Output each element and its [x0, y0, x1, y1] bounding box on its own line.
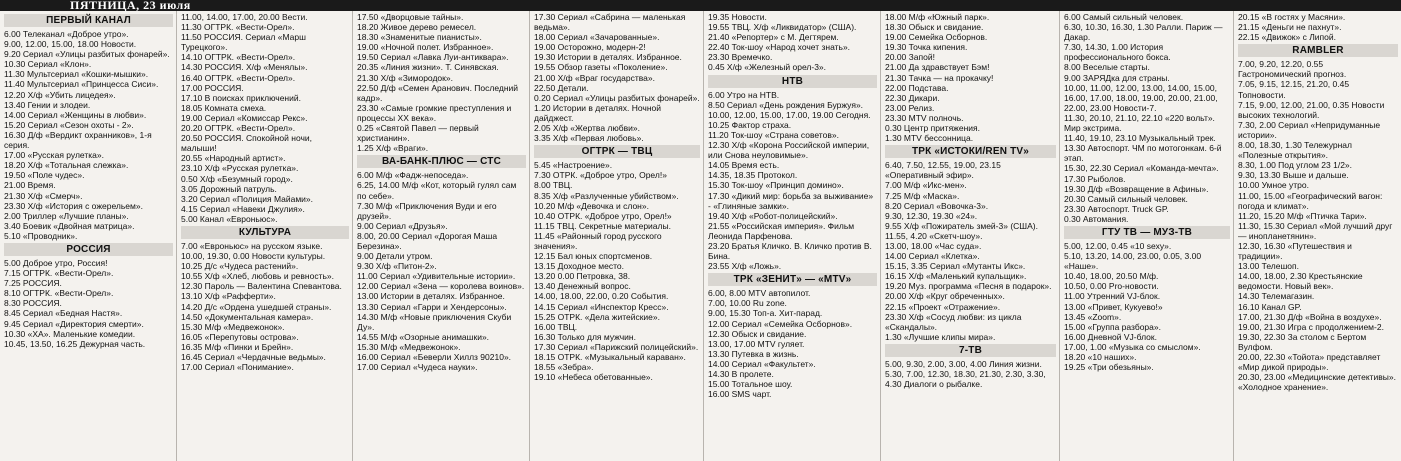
program-listing: 10.00, 19.30, 0.00 Новости культуры.	[181, 251, 326, 262]
program-listing: 15.15, 3.35 Сериал «Мутанты Икс».	[885, 261, 1026, 272]
program-listing: 14.30 РОССИЯ. Х/ф «Менялы».	[181, 62, 308, 73]
program-column	[353, 11, 530, 461]
program-listing: 11.00 Утренний VJ-блок.	[1064, 291, 1161, 302]
program-listing: 14.00 Сериал «Клетка».	[885, 251, 980, 262]
program-listing: 6.40, 7.50, 12.55, 19.00, 23.15 «Оперативный эфир».	[885, 160, 1001, 181]
program-listing: 9.30, 13.30 Выше и дальше.	[1238, 170, 1349, 181]
program-listing: 15.30 Ток-шоу «Принцип домино».	[708, 180, 844, 191]
program-listing: 10.30 Сериал «Клон».	[4, 59, 92, 70]
program-listing: 17.10 В поисках приключений.	[181, 92, 301, 103]
program-listing: 0.30 Центр притяжения.	[885, 123, 980, 134]
program-listing: 12.30, 16.30 «Путешествия и традиции».	[1238, 240, 1352, 262]
program-listing: 13.15 Доходное место.	[534, 261, 624, 272]
program-listing: 16.40 ОГТРК. «Вести-Орел».	[181, 72, 296, 83]
program-column	[530, 11, 704, 461]
program-listing: 23.55 Х/ф «Ложь».	[708, 261, 782, 272]
program-listing: 21.55 «Российская империя». Фильм Леонида Парфенова.	[708, 220, 855, 241]
program-listing: 23.30 Автоспорт. Truck GP.	[1064, 203, 1169, 214]
program-listing: 11.40 Мультсериал «Принцесса Сиси».	[4, 79, 159, 90]
program-listing: 8.00, 20.00 Сериал «Дорогая Маша Березина».	[357, 230, 498, 251]
program-listing: 10.25 Д/с «Чудеса растений».	[181, 261, 299, 272]
program-listing: 8.50 Сериал «День рождения Буржуя».	[708, 99, 864, 110]
program-listing: 15.20 Сериал «Сезон охоты - 2».	[4, 119, 134, 130]
program-listing: 11.15 ТВЦ. Секретные материалы.	[534, 220, 671, 231]
program-listing: 11.30 Мультсериал «Кошки-мышки».	[4, 69, 149, 80]
program-listing: 3.05 Дорожный патруль.	[181, 183, 277, 194]
program-listing: 21.15 «Деньги не пахнут».	[1238, 22, 1342, 33]
channel-header: RAMBLER	[1238, 44, 1398, 57]
program-listing: 14.00 Сериал «Факультет».	[708, 358, 816, 369]
program-listing: 9.00, 12.00, 15.00, 18.00 Новости.	[4, 39, 137, 50]
program-listing: 15.30 М/ф «Медвежонок».	[181, 321, 285, 332]
program-listing: 19.30 Точка кипения.	[885, 42, 968, 53]
program-listing: 20.30 Самый сильный человек.	[1064, 193, 1188, 204]
program-listing: 4.15 Сериал «Навеки Джулия».	[181, 203, 305, 214]
program-listing: 6.00 М/ф «Фадж-непоседа».	[357, 170, 469, 181]
program-listing: 5.00 Доброе утро, Россия!	[4, 257, 108, 268]
program-listing: 17.30 Сериал «Сабрина — маленькая ведьма».	[534, 12, 686, 33]
program-listing: 21.30 Тачка — на прокачку!	[885, 72, 994, 83]
program-listing: 19.30 Истории в деталях. Избранное.	[534, 52, 682, 63]
program-listing: 7.30, 2.00 Сериал «Непридуманные истории».	[1238, 119, 1381, 140]
program-listing: 5.00, 12.00, 0.45 «10 sexy».	[1064, 240, 1172, 251]
program-listing: 7.30, 14.30, 1.00 История профессионального бокса.	[1064, 42, 1171, 63]
program-listing: 7.00 М/ф «Икс-мен».	[885, 180, 967, 191]
program-listing: 12.15 Бал юных спортсменов.	[534, 251, 653, 262]
program-listing: 23.30 Времечко.	[708, 52, 773, 63]
program-listing: 17.00 «Русская рулетка».	[4, 150, 104, 161]
program-listing: 21.40 «Репортер» с М. Дегтярем.	[708, 32, 839, 43]
program-listing: 6.00 Самый сильный человек.	[1064, 12, 1184, 22]
program-listing: 17.30 Сериал «Парижский полицейский».	[534, 341, 699, 352]
program-listing: 22.15 «Движок» с Липой.	[1238, 32, 1336, 43]
program-listing: 7.30 М/ф «Приключения Вуди и его друзей».	[357, 200, 497, 221]
program-listing: 20.00, 22.30 «Тойота» представляет «Мир дикой природы».	[1238, 352, 1381, 373]
program-listing: 7.30 ОТРК. «Доброе утро, Орел!»	[534, 170, 667, 181]
program-listing: 6.00, 8.00 MTV автопилот.	[708, 288, 811, 299]
program-listing: 7.00, 9.20, 12.20, 0.55 Гастрономический прогноз.	[1238, 59, 1347, 80]
program-listing: 19.00 «Ночной полет. Избранное».	[357, 42, 494, 53]
program-column	[704, 11, 881, 461]
program-listing: 16.10 Канал GP.	[1238, 301, 1302, 312]
program-listing: 11.40, 19.10, 23.10 Музыкальный трек.	[1064, 133, 1216, 144]
program-listing: 14.35, 18.35 Протокол.	[708, 170, 798, 181]
program-listing: 19.50 Сериал «Лавка Луи-антиквара».	[357, 52, 509, 63]
program-column	[177, 11, 353, 461]
program-listing: 21.00 Время.	[4, 180, 56, 191]
program-listing: 22.50 Д/ф «Семен Аранович. Последний кадр».	[357, 82, 519, 103]
program-listing: 14.00, 18.00, 22.00, 0.20 События.	[534, 291, 669, 302]
program-listing: 10.25 Фактор страха.	[708, 119, 792, 130]
program-listing: 14.55 М/ф «Озорные анимашки».	[357, 331, 490, 342]
program-listing: 23.10 Х/ф «Русская рулетка».	[181, 163, 299, 174]
channel-header: ГТУ ТВ — МУЗ-ТВ	[1064, 226, 1230, 239]
program-listing: 13.30 Автоспорт. ЧМ по мотогонкам. 6-й этап.	[1064, 143, 1222, 164]
program-listing: 19.20 Муз. программа «Песня в подарок».	[885, 281, 1052, 292]
program-listing: 16.05 «Перепутовы острова».	[181, 331, 299, 342]
program-listing: 7.25 РОССИЯ.	[4, 278, 62, 289]
program-listing: 9.30 Х/ф «Питон-2».	[357, 261, 437, 272]
program-listing: 11.00 Сериал «Удивительные истории».	[357, 271, 516, 282]
page-header	[0, 0, 1401, 11]
program-listing: 20.50 РОССИЯ. Спокойной ночи, малыши!	[181, 133, 313, 154]
program-listing: 13.10 Х/ф «Рафферти».	[181, 291, 276, 302]
program-listing: 8.00 Веселые старты.	[1064, 62, 1150, 73]
program-listing: 9.20 Сериал «Улицы разбитых фонарей».	[4, 49, 170, 60]
program-listing: 16.00 SMS чарт.	[708, 389, 772, 400]
program-listing: 11.45 «Районный город русского значения».	[534, 230, 662, 251]
program-listing: 14.15 Сериал «Инспектор Кресс».	[534, 301, 669, 312]
program-listing: 20.15 «В гостях у Масяни».	[1238, 12, 1346, 22]
program-listing: 19.55 ТВЦ. Х/ф «Ликвидатор» (США).	[708, 22, 857, 33]
program-listing: 17.50 «Дворцовые тайны».	[357, 12, 464, 22]
program-listing: 11.55, 4.20 «Скетч-шоу».	[885, 230, 983, 241]
program-listing: 8.20 Сериал «Вовочка-3».	[885, 200, 989, 211]
program-listing: 10.40 ОТРК. «Доброе утро, Орел!»	[534, 210, 672, 221]
program-listing: 3.35 Х/ф «Первая любовь».	[534, 133, 644, 144]
program-listing: 15.25 ОТРК. «Дела житейские».	[534, 311, 660, 322]
program-listing: 10.45, 13.50, 16.25 Дежурная часть.	[4, 338, 146, 349]
program-listing: 5.00, 9.30, 2.00, 3.00, 4.00 Линия жизни.	[885, 358, 1042, 369]
program-listing: 23.30 Х/ф «История с ожерельем».	[4, 200, 143, 211]
program-listing: 18.05 Комната смеха.	[181, 102, 267, 113]
program-listing: 14.00, 18.00, 2.30 Крестьянские ведомости. Новый век».	[1238, 271, 1363, 292]
program-listing: 17.00 Сериал «Чудеса науки».	[357, 362, 478, 373]
program-listing: 15.30, 22.30 Сериал «Команда-мечта».	[1064, 163, 1219, 174]
program-listing: 1.30 MTV бессонница.	[885, 133, 974, 144]
program-listing: 16.30 Д/ф «Вердикт охранников», 1-я серия.	[4, 129, 152, 151]
program-column	[1060, 11, 1234, 461]
program-listing: 23.30 MTV полночь.	[885, 112, 964, 123]
program-listing: 5.45 «Настроение».	[534, 160, 613, 171]
program-listing: 6.30, 10.30, 16.30, 1.30 Ралли. Париж — Дакар.	[1064, 22, 1223, 43]
program-listing: 23.00 Релиз.	[885, 102, 935, 113]
program-listing: 11.30, 15.30 Сериал «Мой лучший друг — инопланетянин».	[1238, 220, 1393, 241]
channel-header: ТРК «ЗЕНИТ» — «MTV»	[708, 273, 877, 286]
program-listing: 19.25 «Три обезьяны».	[1064, 362, 1154, 373]
program-listing: 19.50 «Поле чудес».	[4, 170, 85, 181]
program-listing: 15.30 М/ф «Медвежонок».	[357, 341, 461, 352]
program-listing: 5.00 Канал «Евроньюс».	[181, 213, 278, 224]
program-listing: 23.20 Братья Кличко. В. Кличко против В. Бина.	[708, 240, 872, 262]
program-column	[1234, 11, 1401, 461]
program-listing: 6.25, 14.00 М/ф «Кот, который гулял сам по себе».	[357, 180, 517, 201]
program-listing: 16.45 Сериал «Чердачные ведьмы».	[181, 352, 326, 362]
program-listing: 14.10 ОГТРК. «Вести-Орел».	[181, 52, 296, 63]
program-listing: 13.00 Истории в деталях. Избранное.	[357, 291, 505, 302]
program-listing: 18.00 Сериал «Зачарованные».	[534, 32, 660, 43]
program-listing: 3.40 Боевик «Двойная матрица».	[4, 220, 135, 231]
program-listing: 3.20 Сериал «Полиция Майами».	[181, 193, 314, 204]
program-listing: 13.00, 17.00 MTV гуляет.	[708, 338, 805, 349]
program-listing: 9.00, 15.30 Топ-а. Хит-парад.	[708, 308, 823, 319]
program-listing: 7.00, 10.00 Ru zone.	[708, 298, 787, 309]
program-listing: 21.00 Х/ф «Враг государства».	[534, 72, 655, 83]
program-listing: 14.05 Время есть.	[708, 160, 780, 171]
program-listing: 12.00 Сериал «Зена — королева воинов».	[357, 281, 525, 292]
program-listing: 6.00 Утро на НТВ.	[708, 89, 780, 100]
program-listing: 5.10, 13.20, 14.00, 23.00, 0.05, 3.00 «Наше».	[1064, 251, 1202, 272]
program-listing: 12.30 Х/ф «Корона Российской империи, или Снова неуловимые».	[708, 140, 870, 161]
program-listing: 10.50, 0.00 Pro-новости.	[1064, 281, 1159, 292]
program-listing: 18.55 «Зебра».	[534, 362, 594, 373]
program-listing: 2.05 Х/ф «Жертва любви».	[534, 123, 640, 134]
channel-header: НТВ	[708, 75, 877, 88]
channel-header: 7-ТВ	[885, 344, 1056, 357]
program-listing: 15.00 «Группа разбора».	[1064, 321, 1161, 332]
program-listing: 0.25 «Святой Павел — первый христианин».	[357, 123, 479, 144]
program-listing: 16.30 Только для мужчин.	[534, 331, 636, 342]
program-listing: 13.40 Денежный вопрос.	[534, 281, 631, 292]
program-listing: 13.40 Гении и злодеи.	[4, 99, 91, 110]
program-listing: 17.00, 1.00 «Музыка со смыслом».	[1064, 341, 1201, 352]
channel-header: КУЛЬТУРА	[181, 226, 349, 239]
program-listing: 19.10 «Небеса обетованные».	[534, 372, 653, 383]
program-listing: 14.20 Д/с «Ордена ушедшей страны».	[181, 301, 332, 312]
channel-header: ТРК «ИСТОКИ/REN TV»	[885, 145, 1056, 158]
program-listing: 17.00 РОССИЯ.	[181, 82, 244, 93]
program-listing: 18.30 «Знаменитые пианисты».	[357, 32, 482, 43]
program-listing: 19.00 Семейка Осборнов.	[885, 32, 988, 43]
program-listing: 18.20 «10 наших».	[1064, 352, 1137, 362]
program-listing: 20.20 ОГТРК. «Вести-Орел».	[181, 123, 296, 134]
program-listing: 5.30, 7.00, 12.30, 18.30, 21.30, 2.30, 3.30, 4.30 Диалоги о рыбалке.	[885, 369, 1046, 390]
program-listing: 1.25 Х/ф «Враги».	[357, 143, 429, 154]
program-listing: 16.35 М/ф «Пинки и Брейн».	[181, 341, 294, 352]
program-listing: 19.30, 22.30 За столом с Бертом Вулфом.	[1238, 331, 1367, 352]
program-listing: 10.00 Умное утро.	[1238, 180, 1309, 191]
program-listing: 16.00 Дневной VJ-блок.	[1064, 331, 1157, 342]
program-listing: 17.00, 21.30 Д/ф «Война в воздухе».	[1238, 311, 1382, 322]
program-listing: 13.30 Путевка в жизнь.	[708, 348, 799, 359]
program-listing: 19.00 Сериал «Комиссар Рекс».	[181, 112, 308, 123]
program-listing: 9.55 Х/ф «Пожиратель змей-3» (США).	[885, 220, 1038, 231]
program-listing: 16.00 ТВЦ.	[534, 321, 578, 332]
program-listing: 9.00 Детали утром.	[357, 251, 433, 262]
program-listing: 1.20 Истории в деталях. Ночной дайджест.	[534, 102, 661, 123]
program-listing: 6.00 Телеканал «Доброе утро».	[4, 29, 129, 39]
program-listing: 22.15 «Проект «Отражение».	[885, 301, 1001, 312]
program-listing: 20.30, 23.00 «Медицинские детективы». «Холодное хранение».	[1238, 372, 1396, 393]
program-listing: 17.00 Сериал «Понимание».	[181, 362, 294, 373]
program-listing: 10.20 М/ф «Девочка и слон».	[534, 200, 649, 211]
program-listing: 11.30 ОГТРК. «Вести-Орел».	[181, 22, 295, 33]
day-title: ПЯТНИЦА, 23 июля	[0, 0, 353, 11]
program-listing: 10.55 Х/ф «Хлеб, любовь и ревность».	[181, 271, 334, 282]
program-listing: 8.10 ОГТРК. «Вести-Орел».	[4, 288, 114, 299]
program-listing: 8.45 Сериал «Бедная Настя».	[4, 308, 123, 319]
program-listing: 14.30 М/ф «Новые приключения Скуби Ду».	[357, 311, 512, 332]
program-listing: 10.30 «ХА». Маленькие комедии.	[4, 328, 136, 339]
program-listing: 8.00, 18.30, 1.30 Тележурнал «Полезные открытия».	[1238, 140, 1352, 161]
program-listing: 7.05, 9.15, 12.15, 21.20, 0.45 Топновости.	[1238, 79, 1350, 100]
program-listing: 9.00 ЗАРЯДка для страны.	[1064, 72, 1170, 83]
program-listing: 15.00 Тотальное шоу.	[708, 379, 793, 390]
program-listing: 19.40 Х/ф «Робот-полицейский».	[708, 210, 838, 221]
program-listing: 9.45 Сериал «Директория смерти».	[4, 318, 144, 329]
program-listing: 20.55 «Народный артист».	[181, 153, 286, 164]
program-listing: 11.20 Ток-шоу «Страна советов».	[708, 129, 839, 140]
program-listing: 19.00, 21.30 Игра с продолжением-2.	[1238, 321, 1384, 332]
program-listing: 21.30 Х/ф «Зимородок».	[357, 72, 453, 83]
program-listing: 0.45 Х/ф «Железный орел-3».	[708, 62, 827, 73]
program-listing: 11.00, 14.00, 17.00, 20.00 Вести.	[181, 12, 308, 22]
program-listing: 11.30, 20.10, 21.10, 22.10 «220 вольт». Мир экстрима.	[1064, 112, 1215, 134]
program-listing: 18.20 Х/ф «Тотальная слежка».	[4, 160, 129, 171]
program-listing: 19.30 Д/ф «Возвращение в Афины».	[1064, 183, 1209, 194]
program-listing: 14.30 Телемагазин.	[1238, 291, 1315, 302]
program-listing: 22.30 Дикари.	[885, 92, 940, 103]
program-listing: 7.00 «Евроньюс» на русском языке.	[181, 240, 323, 251]
channel-header: ОГТРК — ТВЦ	[534, 145, 700, 158]
program-listing: 22.00 Подстава.	[885, 82, 949, 93]
header-bar	[353, 0, 1401, 11]
program-listing: 12.20 Х/ф «Убить лицедея».	[4, 89, 116, 100]
program-listing: 16.00 Сериал «Беверли Хиллз 90210».	[357, 352, 512, 362]
program-listing: 8.30, 1.00 Под углом 23 1/2».	[1238, 160, 1353, 171]
program-listing: 10.00, 12.00, 15.00, 17.00, 19.00 Сегодня.	[708, 109, 871, 120]
program-listing: 14.30 В пролете.	[708, 369, 774, 379]
program-column	[881, 11, 1060, 461]
program-listing: 8.35 Х/ф «Разлученные убийством».	[534, 190, 679, 201]
program-listing: 20.35 «Линия жизни». Т. Синявская.	[357, 62, 499, 73]
program-listing: 18.00 М/ф «Южный парк».	[885, 12, 990, 22]
program-listing: 11.00, 15.00 «Географический вагон: погода и климат».	[1238, 190, 1383, 211]
program-listing: 19.00 Осторожно, модерн-2!	[534, 42, 646, 53]
program-listing: 11.50 РОССИЯ. Сериал «Марш Турецкого».	[181, 32, 306, 53]
program-listing: 13.00 Телешоп.	[1238, 261, 1299, 272]
program-listing: 22.40 Ток-шоу «Народ хочет знать».	[708, 42, 851, 53]
program-column	[0, 11, 177, 461]
program-listing: 20.00 Х/ф «Круг обреченных».	[885, 291, 1005, 302]
program-listing: 7.15, 9.00, 12.00, 21.00, 0.35 Новости высоких технологий.	[1238, 99, 1385, 120]
program-listing: 0.50 Х/ф «Безумный город».	[181, 173, 293, 184]
program-listing: 13.45 «Zoom».	[1064, 311, 1122, 322]
program-listing: 12.30 Обыск и свидание.	[708, 328, 807, 339]
program-listing: 22.50 Детали.	[534, 82, 589, 93]
program-listing: 17.30 «Дикий мир: борьба за выживание» - «Глиняные замки».	[708, 190, 874, 211]
program-listing: 0.20 Сериал «Улицы разбитых фонарей».	[534, 92, 700, 103]
program-listing: 11.20, 15.20 М/ф «Птичка Тари».	[1238, 210, 1367, 221]
program-listing: 14.50 «Документальная камера».	[181, 311, 314, 322]
program-listing: 9.30, 12.30, 19.30 «24».	[885, 210, 978, 221]
program-listing: 13.00 «Привет, Кукуево!»	[1064, 301, 1163, 312]
program-listing: 1.30 «Лучшие клипы мира».	[885, 331, 996, 342]
program-listing: 18.15 ОТРК. «Музыкальный караван».	[534, 352, 686, 362]
program-listing: 16.15 Х/ф «Маленький купальщик».	[885, 271, 1027, 282]
channel-header: ВА-БАНК-ПЛЮС — СТС	[357, 155, 526, 168]
program-listing: 13.00, 18.00 «Час суда».	[885, 240, 982, 251]
program-listing: 12.30 Пароль — Валентина Спевантова.	[181, 281, 342, 292]
program-listing: 10.00, 11.00, 12.00, 13.00, 14.00, 15.00, 16.00, 17.00, 18.00, 19.00, 20.00, 21.00, 22.00, 23.00 Новости-7.	[1064, 82, 1218, 113]
program-listing: 0.30 Автомания.	[1064, 213, 1129, 224]
program-listing: 20.00 Запой!	[885, 52, 935, 63]
program-listing: 10.40, 18.00, 20.50 М/ф.	[1064, 271, 1159, 282]
program-listing: 23.30 Х/ф «Сосуд любви: из цикла «Скандалы».	[885, 311, 1022, 332]
program-listing: 23.30 «Самые громкие преступления и процессы XX века».	[357, 102, 512, 123]
columns-container	[0, 11, 1401, 461]
program-listing: 8.30 РОССИЯ.	[4, 298, 62, 309]
program-listing: 18.30 Обыск и свидание.	[885, 22, 984, 33]
program-listing: 14.00 Сериал «Женщины в любви».	[4, 109, 147, 120]
program-listing: 5.10 «Проводник».	[4, 230, 78, 241]
program-listing: 7.15 ОГТРК. «Вести-Орел».	[4, 268, 114, 279]
program-listing: 17.30 Рыболов.	[1064, 173, 1126, 184]
program-listing: 13.20 0.00 Петровка, 38.	[534, 271, 631, 282]
program-listing: 12.00 Сериал «Семейка Осборнов».	[708, 318, 853, 329]
channel-header: ПЕРВЫЙ КАНАЛ	[4, 14, 173, 27]
program-listing: 13.30 Сериал «Гарри и Хендерсоны».	[357, 301, 507, 312]
program-listing: 18.20 Живое дерево ремесел.	[357, 22, 477, 33]
program-listing: 2.00 Триллер «Лучшие планы».	[4, 210, 129, 221]
program-listing: 7.25 М/ф «Маска».	[885, 190, 960, 201]
channel-header: РОССИЯ	[4, 243, 173, 256]
program-listing: 19.35 Новости.	[708, 12, 767, 22]
program-listing: 8.00 ТВЦ.	[534, 180, 573, 191]
program-listing: 21.30 Х/ф «Смерч».	[4, 190, 83, 201]
program-listing: 21.00 Да здравствует Бэм!	[885, 62, 990, 73]
program-listing: 9.00 Сериал «Друзья».	[357, 220, 448, 231]
program-listing: 19.55 Обзор газеты «Поколение».	[534, 62, 668, 73]
